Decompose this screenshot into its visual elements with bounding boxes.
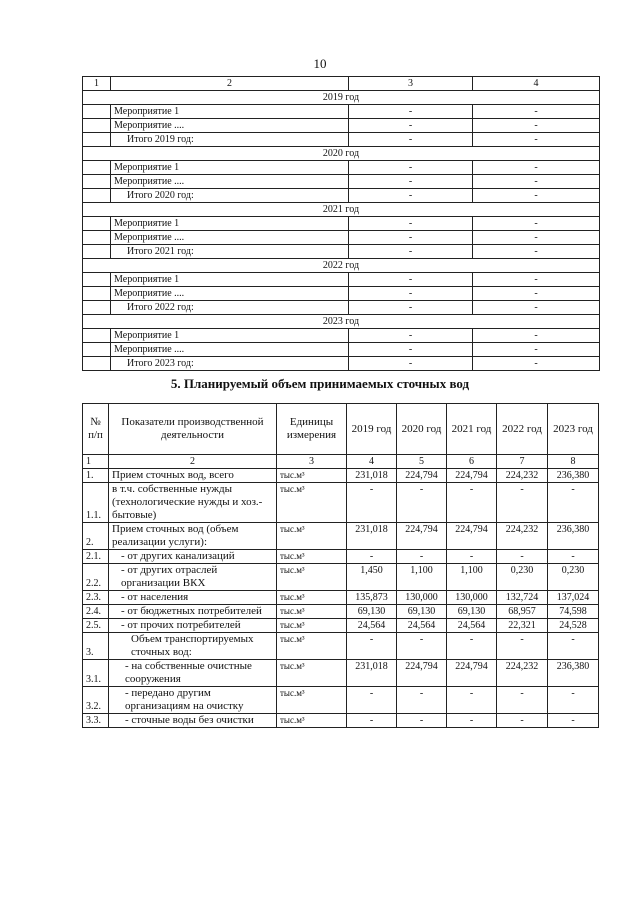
value-cell: 1,100 xyxy=(447,564,497,591)
measure-label: Мероприятие .... xyxy=(111,119,349,133)
column-numbers-row xyxy=(83,455,599,469)
value-cell: - xyxy=(548,633,599,660)
value-cell: - xyxy=(497,633,548,660)
value-cell: - xyxy=(349,189,473,203)
value-cell: 224,794 xyxy=(397,660,447,687)
unit-cell: тыс.м³ xyxy=(277,619,347,633)
value-cell: - xyxy=(349,119,473,133)
year-label: 2020 год xyxy=(83,147,600,161)
header-unit: Единицы измерения xyxy=(277,404,347,455)
table-header-row xyxy=(83,404,599,455)
value-cell: - xyxy=(473,329,600,343)
value-cell: - xyxy=(548,483,599,523)
value-cell: 74,598 xyxy=(548,605,599,619)
value-cell: - xyxy=(473,133,600,147)
measure-label: Мероприятие .... xyxy=(111,343,349,357)
value-cell: - xyxy=(349,273,473,287)
value-cell: - xyxy=(473,175,600,189)
year-row xyxy=(83,203,600,217)
table-row xyxy=(83,564,599,591)
value-cell: 22,321 xyxy=(497,619,548,633)
row-index: 2.4. xyxy=(83,605,109,619)
value-cell: - xyxy=(473,105,600,119)
total-label: Итого 2023 год: xyxy=(111,357,349,371)
table-row xyxy=(83,619,599,633)
empty-cell xyxy=(83,273,111,287)
table-header-row xyxy=(83,77,600,91)
section-title: 5. Планируемый объем принимаемых сточных вод xyxy=(170,376,470,391)
measure-label: Мероприятие 1 xyxy=(111,161,349,175)
page-number: 10 xyxy=(313,56,327,71)
header-year: 2023 год xyxy=(548,404,599,455)
year-label: 2021 год xyxy=(83,203,600,217)
row-index: 3.3. xyxy=(83,714,109,728)
value-cell: 231,018 xyxy=(347,523,397,550)
header-cell: 3 xyxy=(349,77,473,91)
row-index: 2.3. xyxy=(83,591,109,605)
total-label: Итого 2020 год: xyxy=(111,189,349,203)
col-number: 1 xyxy=(83,455,109,469)
col-number: 6 xyxy=(447,455,497,469)
row-index: 3. xyxy=(83,633,109,660)
header-num: № п/п xyxy=(83,404,109,455)
value-cell: - xyxy=(349,105,473,119)
value-cell: 24,564 xyxy=(347,619,397,633)
table-row xyxy=(83,687,599,714)
row-index: 3.2. xyxy=(83,687,109,714)
value-cell: - xyxy=(349,245,473,259)
year-row xyxy=(83,259,600,273)
value-cell: 224,232 xyxy=(497,660,548,687)
value-cell: - xyxy=(497,687,548,714)
value-cell: - xyxy=(447,687,497,714)
indicator-label: - от населения xyxy=(109,591,277,605)
measure-label: Мероприятие .... xyxy=(111,287,349,301)
value-cell: - xyxy=(473,357,600,371)
value-cell: 24,528 xyxy=(548,619,599,633)
value-cell: - xyxy=(397,714,447,728)
value-cell: - xyxy=(349,301,473,315)
table-row xyxy=(83,301,600,315)
value-cell: - xyxy=(349,217,473,231)
table-row xyxy=(83,714,599,728)
value-cell: 68,957 xyxy=(497,605,548,619)
table-row xyxy=(83,591,599,605)
indicator-label: Прием сточных вод (объем реализации услуги): xyxy=(109,523,277,550)
header-year: 2021 год xyxy=(447,404,497,455)
value-cell: - xyxy=(349,161,473,175)
value-cell: - xyxy=(473,343,600,357)
value-cell: 224,232 xyxy=(497,469,548,483)
empty-cell xyxy=(83,231,111,245)
header-indicator: Показатели производственной деятельности xyxy=(109,404,277,455)
row-index: 1.1. xyxy=(83,483,109,523)
indicator-label: в т.ч. собственные нужды (технологические нужды и хоз.-бытовые) xyxy=(109,483,277,523)
table-row xyxy=(83,633,599,660)
year-label: 2019 год xyxy=(83,91,600,105)
value-cell: - xyxy=(497,550,548,564)
unit-cell: тыс.м³ xyxy=(277,483,347,523)
table-row xyxy=(83,245,600,259)
header-cell: 2 xyxy=(111,77,349,91)
value-cell: - xyxy=(347,483,397,523)
value-cell: - xyxy=(397,633,447,660)
table-row xyxy=(83,329,600,343)
value-cell: 24,564 xyxy=(447,619,497,633)
value-cell: - xyxy=(397,687,447,714)
empty-cell xyxy=(83,343,111,357)
value-cell: 137,024 xyxy=(548,591,599,605)
table-row xyxy=(83,105,600,119)
year-row xyxy=(83,315,600,329)
row-index: 2.2. xyxy=(83,564,109,591)
value-cell: 24,564 xyxy=(397,619,447,633)
table-row xyxy=(83,231,600,245)
value-cell: 1,100 xyxy=(397,564,447,591)
header-year: 2022 год xyxy=(497,404,548,455)
value-cell: - xyxy=(473,161,600,175)
year-label: 2023 год xyxy=(83,315,600,329)
table-row xyxy=(83,273,600,287)
year-row xyxy=(83,91,600,105)
value-cell: - xyxy=(473,273,600,287)
unit-cell: тыс.м³ xyxy=(277,591,347,605)
value-cell: - xyxy=(548,714,599,728)
value-cell: 236,380 xyxy=(548,523,599,550)
value-cell: 0,230 xyxy=(548,564,599,591)
indicator-label: - от бюджетных потребителей xyxy=(109,605,277,619)
value-cell: 69,130 xyxy=(397,605,447,619)
table-row xyxy=(83,175,600,189)
col-number: 3 xyxy=(277,455,347,469)
measure-label: Мероприятие 1 xyxy=(111,105,349,119)
value-cell: - xyxy=(349,287,473,301)
indicator-label: - от других канализаций xyxy=(109,550,277,564)
value-cell: - xyxy=(349,133,473,147)
empty-cell xyxy=(83,189,111,203)
table-row xyxy=(83,483,599,523)
value-cell: - xyxy=(349,175,473,189)
value-cell: - xyxy=(548,550,599,564)
value-cell: - xyxy=(347,687,397,714)
value-cell: - xyxy=(347,633,397,660)
empty-cell xyxy=(83,217,111,231)
value-cell: 236,380 xyxy=(548,660,599,687)
value-cell: 224,794 xyxy=(447,523,497,550)
value-cell: - xyxy=(349,231,473,245)
empty-cell xyxy=(83,133,111,147)
table-row xyxy=(83,357,600,371)
empty-cell xyxy=(83,245,111,259)
table-row xyxy=(83,287,600,301)
value-cell: 224,794 xyxy=(397,469,447,483)
empty-cell xyxy=(83,105,111,119)
total-label: Итого 2021 год: xyxy=(111,245,349,259)
unit-cell: тыс.м³ xyxy=(277,523,347,550)
row-index: 1. xyxy=(83,469,109,483)
year-label: 2022 год xyxy=(83,259,600,273)
value-cell: - xyxy=(349,357,473,371)
value-cell: 69,130 xyxy=(447,605,497,619)
measures-table xyxy=(82,76,600,371)
indicator-label: - передано другим организациям на очистку xyxy=(109,687,277,714)
value-cell: 231,018 xyxy=(347,660,397,687)
empty-cell xyxy=(83,301,111,315)
measure-label: Мероприятие 1 xyxy=(111,217,349,231)
table-row xyxy=(83,119,600,133)
row-index: 2.5. xyxy=(83,619,109,633)
value-cell: - xyxy=(347,714,397,728)
value-cell: - xyxy=(349,329,473,343)
col-number: 4 xyxy=(347,455,397,469)
unit-cell: тыс.м³ xyxy=(277,714,347,728)
row-index: 2.1. xyxy=(83,550,109,564)
table-row xyxy=(83,133,600,147)
value-cell: 224,232 xyxy=(497,523,548,550)
empty-cell xyxy=(83,175,111,189)
empty-cell xyxy=(83,329,111,343)
empty-cell xyxy=(83,119,111,133)
value-cell: 132,724 xyxy=(497,591,548,605)
table-row xyxy=(83,550,599,564)
value-cell: - xyxy=(347,550,397,564)
value-cell: 130,000 xyxy=(397,591,447,605)
row-index: 2. xyxy=(83,523,109,550)
value-cell: - xyxy=(473,245,600,259)
table-row xyxy=(83,189,600,203)
indicator-label: Объем транспортируемых сточных вод: xyxy=(109,633,277,660)
value-cell: - xyxy=(473,287,600,301)
header-year: 2019 год xyxy=(347,404,397,455)
unit-cell: тыс.м³ xyxy=(277,564,347,591)
value-cell: 1,450 xyxy=(347,564,397,591)
indicator-label: - сточные воды без очистки xyxy=(109,714,277,728)
value-cell: 130,000 xyxy=(447,591,497,605)
total-label: Итого 2019 год: xyxy=(111,133,349,147)
unit-cell: тыс.м³ xyxy=(277,605,347,619)
value-cell: - xyxy=(473,231,600,245)
unit-cell: тыс.м³ xyxy=(277,687,347,714)
value-cell: - xyxy=(447,550,497,564)
value-cell: 231,018 xyxy=(347,469,397,483)
col-number: 8 xyxy=(548,455,599,469)
value-cell: - xyxy=(473,217,600,231)
col-number: 7 xyxy=(497,455,548,469)
indicator-label: - на собственные очистные сооружения xyxy=(109,660,277,687)
wastewater-volume-table xyxy=(82,403,599,728)
year-row xyxy=(83,147,600,161)
value-cell: 69,130 xyxy=(347,605,397,619)
table-row xyxy=(83,343,600,357)
indicator-label: Прием сточных вод, всего xyxy=(109,469,277,483)
header-cell: 4 xyxy=(473,77,600,91)
unit-cell: тыс.м³ xyxy=(277,660,347,687)
measure-label: Мероприятие 1 xyxy=(111,273,349,287)
indicator-label: - от прочих потребителей xyxy=(109,619,277,633)
value-cell: - xyxy=(349,343,473,357)
header-year: 2020 год xyxy=(397,404,447,455)
row-index: 3.1. xyxy=(83,660,109,687)
value-cell: - xyxy=(497,483,548,523)
empty-cell xyxy=(83,357,111,371)
col-number: 2 xyxy=(109,455,277,469)
col-number: 5 xyxy=(397,455,447,469)
value-cell: - xyxy=(397,483,447,523)
value-cell: 236,380 xyxy=(548,469,599,483)
table-row xyxy=(83,605,599,619)
header-cell: 1 xyxy=(83,77,111,91)
value-cell: - xyxy=(473,119,600,133)
value-cell: - xyxy=(447,633,497,660)
measure-label: Мероприятие .... xyxy=(111,231,349,245)
value-cell: 224,794 xyxy=(447,469,497,483)
table-row xyxy=(83,660,599,687)
empty-cell xyxy=(83,161,111,175)
table-row xyxy=(83,469,599,483)
empty-cell xyxy=(83,287,111,301)
table-row xyxy=(83,161,600,175)
value-cell: 224,794 xyxy=(397,523,447,550)
unit-cell: тыс.м³ xyxy=(277,633,347,660)
measure-label: Мероприятие .... xyxy=(111,175,349,189)
value-cell: - xyxy=(497,714,548,728)
value-cell: - xyxy=(397,550,447,564)
value-cell: 224,794 xyxy=(447,660,497,687)
value-cell: - xyxy=(447,714,497,728)
value-cell: - xyxy=(473,189,600,203)
total-label: Итого 2022 год: xyxy=(111,301,349,315)
table-row xyxy=(83,217,600,231)
unit-cell: тыс.м³ xyxy=(277,550,347,564)
value-cell: - xyxy=(473,301,600,315)
measure-label: Мероприятие 1 xyxy=(111,329,349,343)
value-cell: - xyxy=(548,687,599,714)
value-cell: - xyxy=(447,483,497,523)
table-row xyxy=(83,523,599,550)
value-cell: 135,873 xyxy=(347,591,397,605)
unit-cell: тыс.м³ xyxy=(277,469,347,483)
indicator-label: - от других отраслей организации ВКХ xyxy=(109,564,277,591)
value-cell: 0,230 xyxy=(497,564,548,591)
